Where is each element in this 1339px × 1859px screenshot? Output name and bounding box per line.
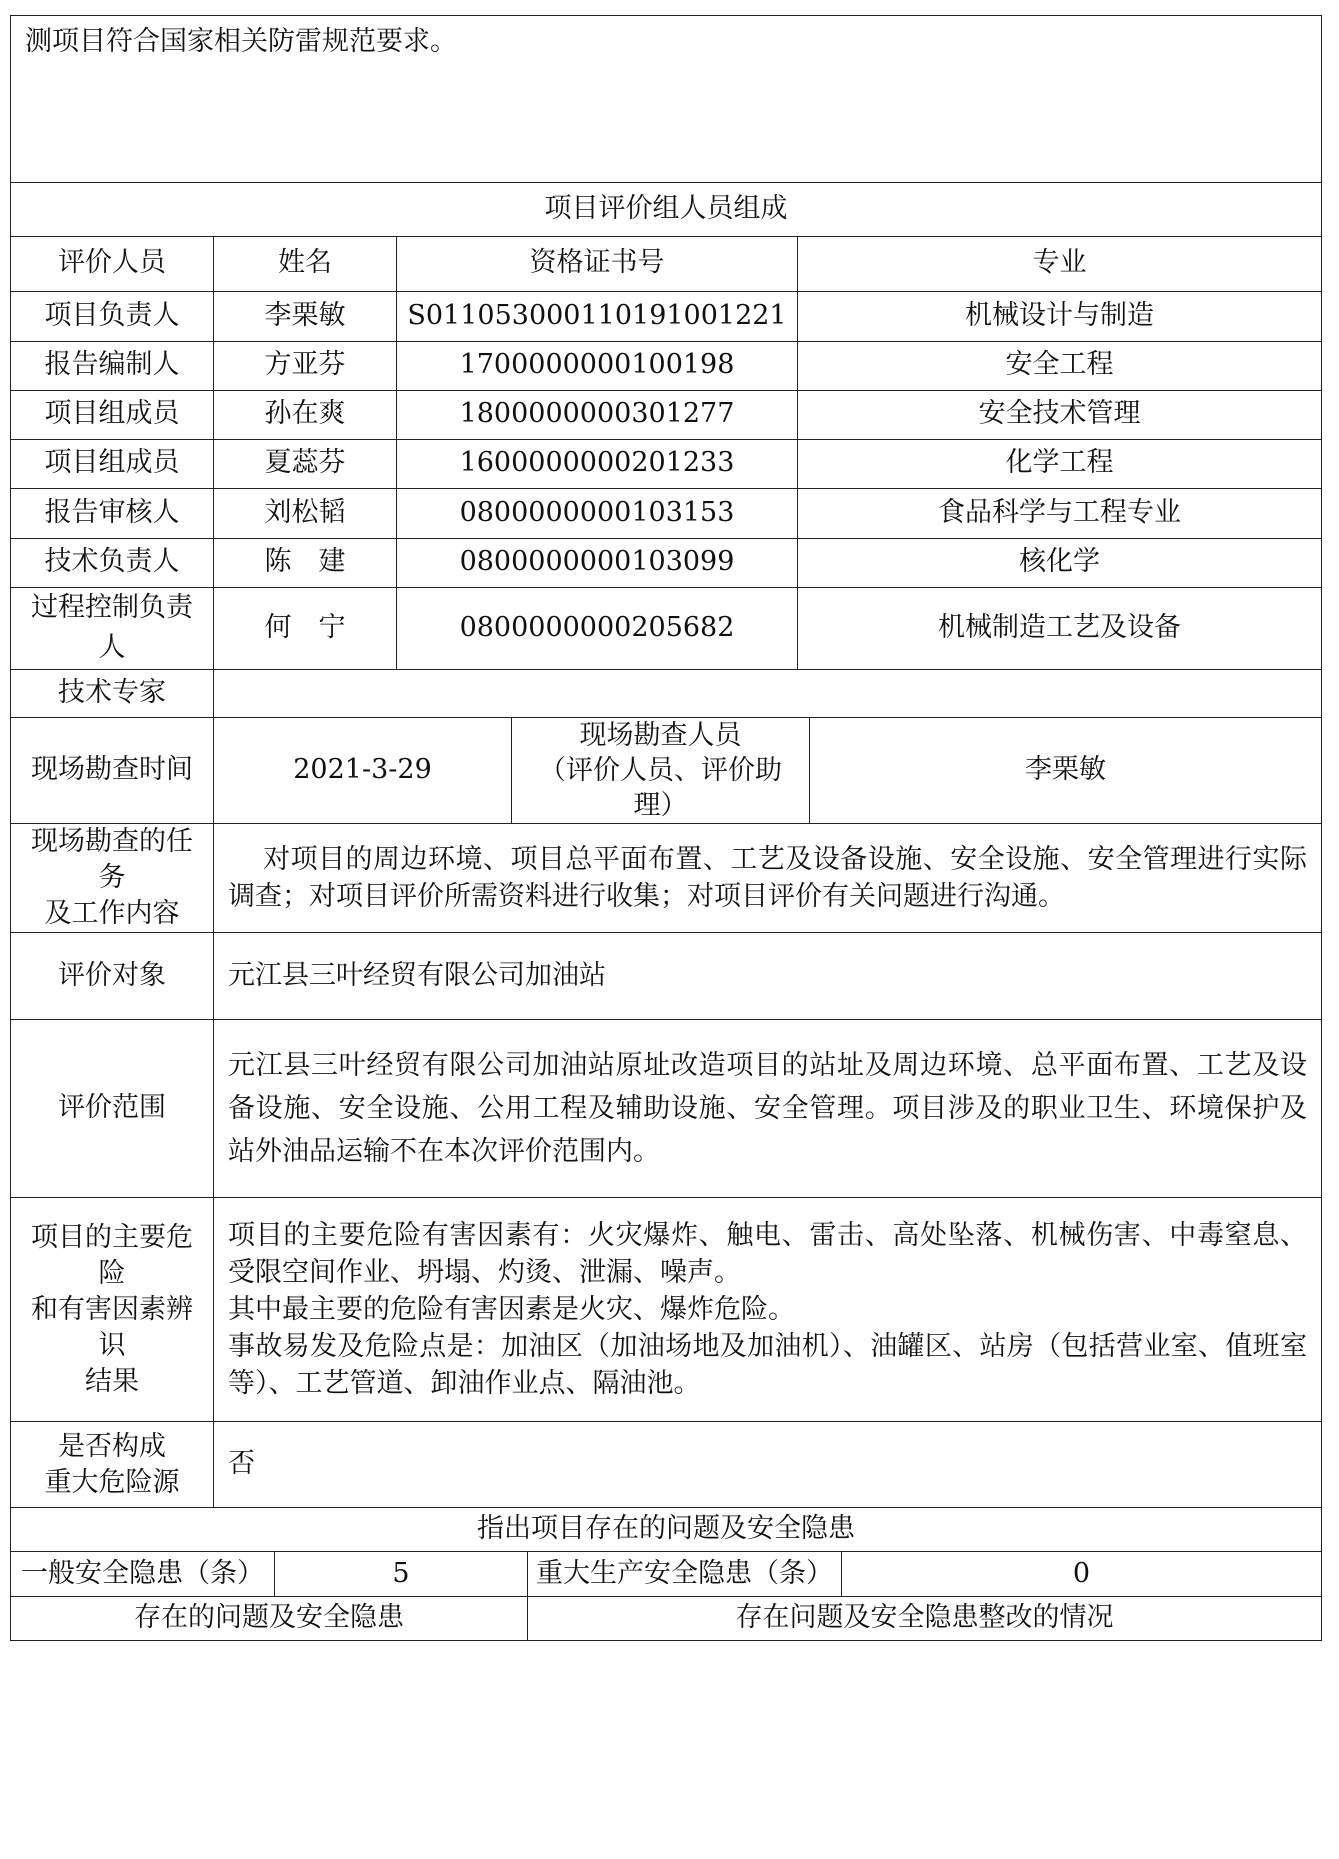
header-role: 评价人员 <box>11 236 214 291</box>
row-major: 安全技术管理 <box>798 390 1322 439</box>
issues-col-right: 存在问题及安全隐患整改的情况 <box>528 1597 1322 1641</box>
row-name: 夏蕊芬 <box>214 439 397 488</box>
survey-staff-label-cell <box>512 718 810 824</box>
task-label-line1: 现场勘查的任务 <box>31 826 193 893</box>
row-major: 机械设计与制造 <box>798 291 1322 341</box>
team-header-row <box>11 236 1322 291</box>
row-name: 李栗敏 <box>214 291 397 341</box>
hazards-label-line3: 结果 <box>85 1365 139 1397</box>
hazards-value <box>214 1198 1322 1422</box>
table-row <box>11 538 1322 587</box>
team-section-title: 项目评价组人员组成 <box>11 183 1322 236</box>
header-name: 姓名 <box>214 236 397 291</box>
row-cert: 1700000000100198 <box>397 341 798 390</box>
major-hazard-value: 否 <box>214 1422 1322 1508</box>
tech-expert-value <box>214 670 1322 718</box>
row-cert: S011053000110191001221 <box>397 291 798 341</box>
row-major: 食品科学与工程专业 <box>798 488 1322 538</box>
tech-expert-section <box>10 670 1322 719</box>
hazards-paragraph-1: 项目的主要危险有害因素有：火灾爆炸、触电、雷击、高处坠落、机械伤害、中毒窒息、受限空间作业、坍塌、灼烫、泄漏、噪声。 <box>228 1220 1307 1288</box>
object-value: 元江县三叶经贸有限公司加油站 <box>214 933 1322 1020</box>
hazards-label-cell <box>11 1198 214 1422</box>
scope-label: 评价范围 <box>11 1020 214 1198</box>
major-hazard-label-line1: 是否构成 <box>58 1430 166 1462</box>
object-label: 评价对象 <box>11 933 214 1020</box>
survey-staff-label: 现场勘查人员 <box>579 720 742 751</box>
general-hazard-label: 一般安全隐患（条） <box>11 1552 275 1596</box>
row-cert: 1600000000201233 <box>397 439 798 488</box>
hazards-label-line2: 和有害因素辨识 <box>31 1293 193 1361</box>
scope-value: 元江县三叶经贸有限公司加油站原址改造项目的站址及周边环境、总平面布置、工艺及设备设施、安全设施、公用工程及辅助设施、安全管理。项目涉及的职业卫生、环境保护及站外油品运输不在本次评价范围内。 <box>214 1020 1322 1198</box>
survey-section <box>10 718 1322 824</box>
row-role: 过程控制负责人 <box>11 587 214 669</box>
row-name: 陈 建 <box>214 538 397 587</box>
hazards-label-line1: 项目的主要危险 <box>31 1221 193 1289</box>
major-hazard-count-label: 重大生产安全隐患（条） <box>528 1552 842 1596</box>
row-role: 技术负责人 <box>11 538 214 587</box>
hazards-paragraph-2: 其中最主要的危险有害因素是火灾、爆炸危险。 <box>228 1294 795 1325</box>
row-role: 项目组成员 <box>11 390 214 439</box>
row-role: 报告编制人 <box>11 341 214 390</box>
details-section <box>10 824 1322 1552</box>
assessment-form <box>10 15 1322 1641</box>
table-row <box>11 390 1322 439</box>
task-value: 对项目的周边环境、项目总平面布置、工艺及设备设施、安全设施、安全管理进行实际调查；对项目评价所需资料进行收集；对项目评价有关问题进行沟通。 <box>214 824 1322 933</box>
row-name: 方亚芬 <box>214 341 397 390</box>
row-name: 何 宁 <box>214 587 397 669</box>
table-row <box>11 291 1322 341</box>
hazards-paragraph-3: 事故易发及危险点是：加油区（加油场地及加油机）、油罐区、站房（包括营业室、值班室等）、工艺管道、卸油作业点、隔油池。 <box>228 1331 1307 1399</box>
task-label-line2: 及工作内容 <box>44 898 180 929</box>
table-row <box>11 439 1322 488</box>
row-cert: 0800000000103099 <box>397 538 798 587</box>
row-major: 化学工程 <box>798 439 1322 488</box>
row-major: 机械制造工艺及设备 <box>798 587 1322 669</box>
major-hazard-count-value: 0 <box>842 1552 1322 1596</box>
row-cert: 0800000000103153 <box>397 488 798 538</box>
issues-col-left: 存在的问题及安全隐患 <box>11 1597 528 1641</box>
row-major: 核化学 <box>798 538 1322 587</box>
row-cert: 0800000000205682 <box>397 587 798 669</box>
row-role: 项目组成员 <box>11 439 214 488</box>
issues-title: 指出项目存在的问题及安全隐患 <box>11 1508 1322 1552</box>
row-major: 安全工程 <box>798 341 1322 390</box>
header-major: 专业 <box>798 236 1322 291</box>
survey-time-value: 2021-3-29 <box>214 718 512 824</box>
survey-staff-value: 李栗敏 <box>810 718 1322 824</box>
major-hazard-label-line2: 重大危险源 <box>44 1466 180 1498</box>
row-role: 项目负责人 <box>11 291 214 341</box>
row-name: 孙在爽 <box>214 390 397 439</box>
general-hazard-value: 5 <box>275 1552 528 1596</box>
team-table <box>10 183 1322 670</box>
intro-section <box>10 15 1322 183</box>
row-name: 刘松韬 <box>214 488 397 538</box>
survey-staff-sublabel: （评价人员、评价助理） <box>539 755 782 821</box>
issues-count-section <box>10 1552 1322 1597</box>
row-cert: 1800000000301277 <box>397 390 798 439</box>
row-role: 报告审核人 <box>11 488 214 538</box>
intro-text: 测项目符合国家相关防雷规范要求。 <box>11 16 1322 183</box>
table-row <box>11 341 1322 390</box>
table-row <box>11 488 1322 538</box>
issues-columns-section <box>10 1597 1322 1642</box>
table-row <box>11 587 1322 669</box>
header-cert: 资格证书号 <box>397 236 798 291</box>
survey-time-label: 现场勘查时间 <box>11 718 214 824</box>
tech-expert-label: 技术专家 <box>11 670 214 718</box>
major-hazard-label-cell <box>11 1422 214 1508</box>
task-label-cell <box>11 824 214 933</box>
